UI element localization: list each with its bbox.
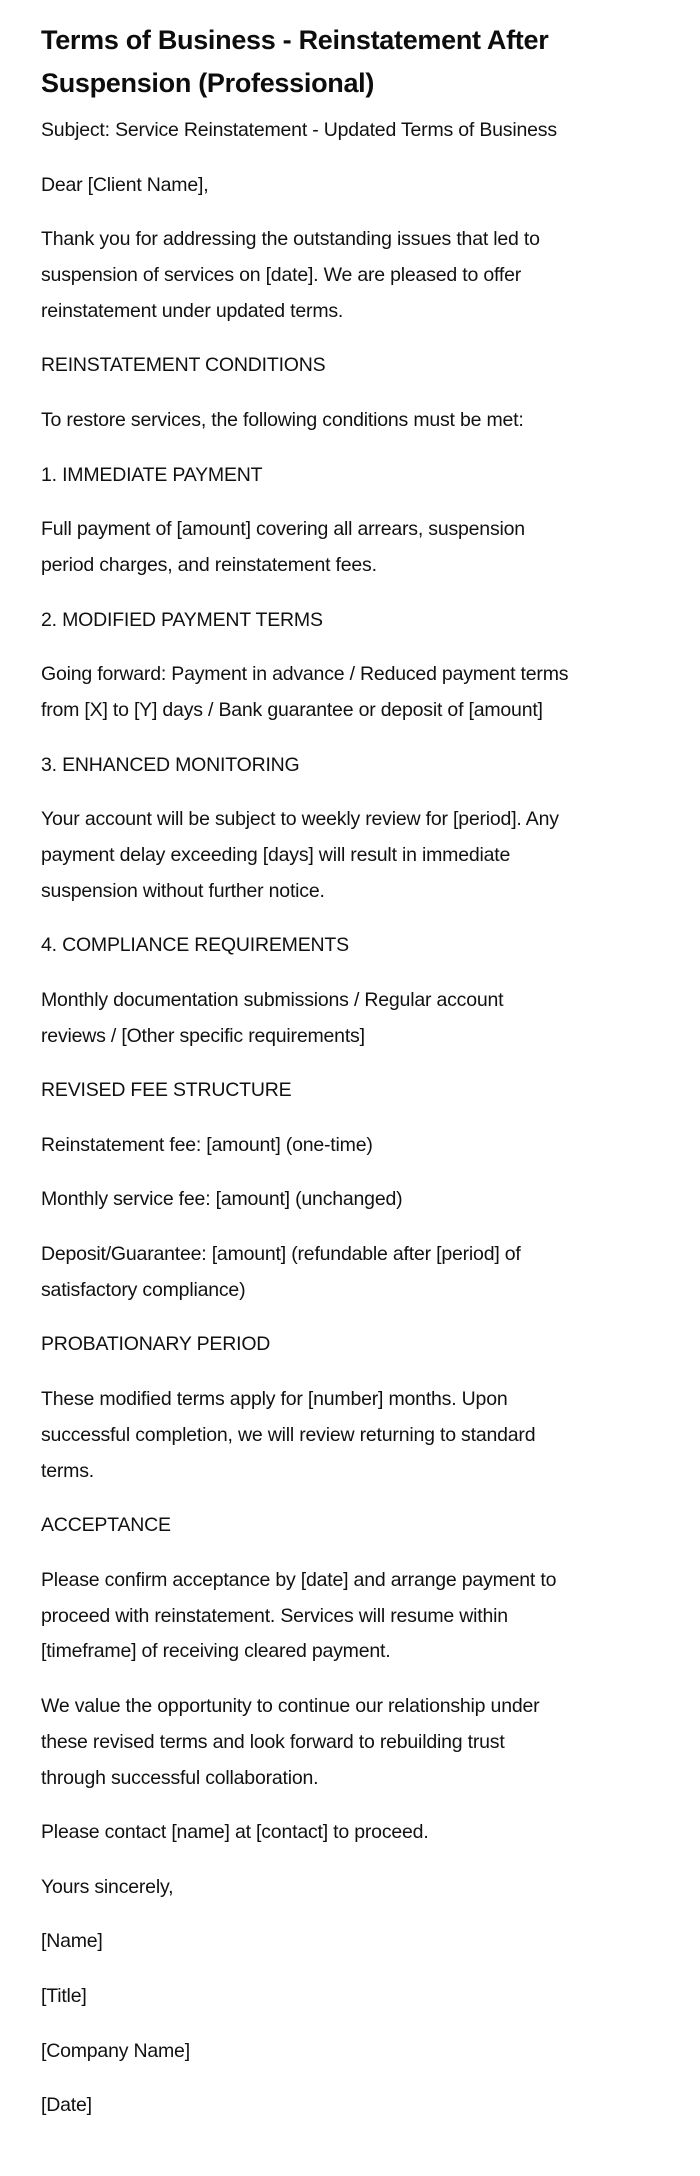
text-line: these revised terms and look forward to rebuilding trust — [41, 1730, 505, 1753]
condition-heading — [41, 458, 681, 494]
text-line: Monthly service fee: [amount] (unchanged) — [41, 1188, 403, 1211]
condition-text — [41, 657, 681, 729]
text-line: [Title] — [41, 1985, 87, 2007]
text-line: PROBATIONARY PERIOD — [41, 1333, 271, 1356]
text-line: 4. COMPLIANCE REQUIREMENTS — [41, 934, 349, 957]
text-line: [Name] — [41, 1930, 103, 1953]
text-line: Please confirm acceptance by [date] and arrange payment to — [41, 1568, 557, 1591]
text-line: terms. — [41, 1459, 94, 1482]
document-body — [41, 113, 681, 2124]
text-line: successful completion, we will review returning to standard — [41, 1423, 536, 1446]
text-line: [Date] — [41, 2094, 92, 2117]
text-line: from [X] to [Y] days / Bank guarantee or deposit of [amount] — [41, 698, 543, 721]
condition-heading — [41, 748, 681, 784]
document-title — [41, 19, 681, 105]
text-line: Yours sincerely, — [41, 1875, 174, 1898]
text-line: Reinstatement fee: [amount] (one-time) — [41, 1133, 373, 1156]
section-heading-probation — [41, 1327, 681, 1363]
text-line: reinstatement under updated terms. — [41, 299, 344, 322]
text-line: REVISED FEE STRUCTURE — [41, 1079, 292, 1102]
condition-text — [41, 512, 681, 584]
signature-name — [41, 1924, 681, 1960]
text-line: Full payment of [amount] covering all arrears, suspension — [41, 518, 525, 541]
title-line: Suspension (Professional) — [41, 68, 375, 98]
text-line: proceed with reinstatement. Services will resume within — [41, 1604, 508, 1627]
text-line: REINSTATEMENT CONDITIONS — [41, 354, 326, 377]
acceptance-paragraph — [41, 1563, 681, 1670]
signature-date — [41, 2088, 681, 2124]
text-line: Subject: Service Reinstatement - Updated Terms of Business — [41, 119, 557, 141]
text-line: satisfactory compliance) — [41, 1278, 246, 1301]
text-line: Going forward: Payment in advance / Reduced payment terms — [41, 663, 569, 686]
document — [41, 19, 681, 2143]
text-line: 1. IMMEDIATE PAYMENT — [41, 463, 263, 486]
text-line: Monthly documentation submissions / Regular account — [41, 988, 504, 1011]
title-line: Terms of Business - Reinstatement After — [41, 25, 549, 55]
text-line: suspension of services on [date]. We are pleased to offer — [41, 263, 522, 286]
text-line: Thank you for addressing the outstanding issues that led to — [41, 228, 540, 251]
text-line: [Company Name] — [41, 2039, 190, 2062]
text-line: Please contact [name] at [contact] to proceed. — [41, 1821, 429, 1844]
intro-paragraph — [41, 222, 681, 329]
text-line: Deposit/Guarantee: [amount] (refundable after [period] of — [41, 1243, 521, 1266]
condition-text — [41, 983, 681, 1055]
condition-heading — [41, 603, 681, 639]
conditions-intro — [41, 403, 681, 439]
section-heading-fees — [41, 1073, 681, 1109]
text-line: Dear [Client Name], — [41, 173, 209, 196]
text-line: reviews / [Other specific requirements] — [41, 1024, 365, 1047]
sign-off — [41, 1870, 681, 1906]
text-line: period charges, and reinstatement fees. — [41, 553, 377, 576]
contact-paragraph — [41, 1815, 681, 1851]
probation-paragraph — [41, 1382, 681, 1489]
closing-paragraph — [41, 1689, 681, 1796]
text-line: [timeframe] of receiving cleared payment. — [41, 1640, 391, 1663]
text-line: payment delay exceeding [days] will result in immediate — [41, 843, 511, 866]
salutation — [41, 168, 681, 204]
text-line: 3. ENHANCED MONITORING — [41, 753, 300, 776]
text-line: 2. MODIFIED PAYMENT TERMS — [41, 608, 323, 631]
subject-line — [41, 113, 681, 149]
fee-item — [41, 1237, 681, 1309]
text-line: through successful collaboration. — [41, 1766, 319, 1789]
text-line: We value the opportunity to continue our relationship under — [41, 1695, 540, 1718]
signature-title — [41, 1979, 681, 2015]
condition-heading — [41, 928, 681, 964]
text-line: suspension without further notice. — [41, 879, 325, 902]
section-heading-acceptance — [41, 1508, 681, 1544]
text-line: Your account will be subject to weekly review for [period]. Any — [41, 808, 559, 831]
condition-text — [41, 802, 681, 909]
section-heading-conditions — [41, 348, 681, 384]
text-line: To restore services, the following conditions must be met: — [41, 408, 524, 431]
text-line: ACCEPTANCE — [41, 1514, 171, 1537]
text-line: These modified terms apply for [number] months. Upon — [41, 1388, 508, 1411]
fee-item — [41, 1182, 681, 1218]
signature-company — [41, 2034, 681, 2070]
fee-item — [41, 1128, 681, 1164]
